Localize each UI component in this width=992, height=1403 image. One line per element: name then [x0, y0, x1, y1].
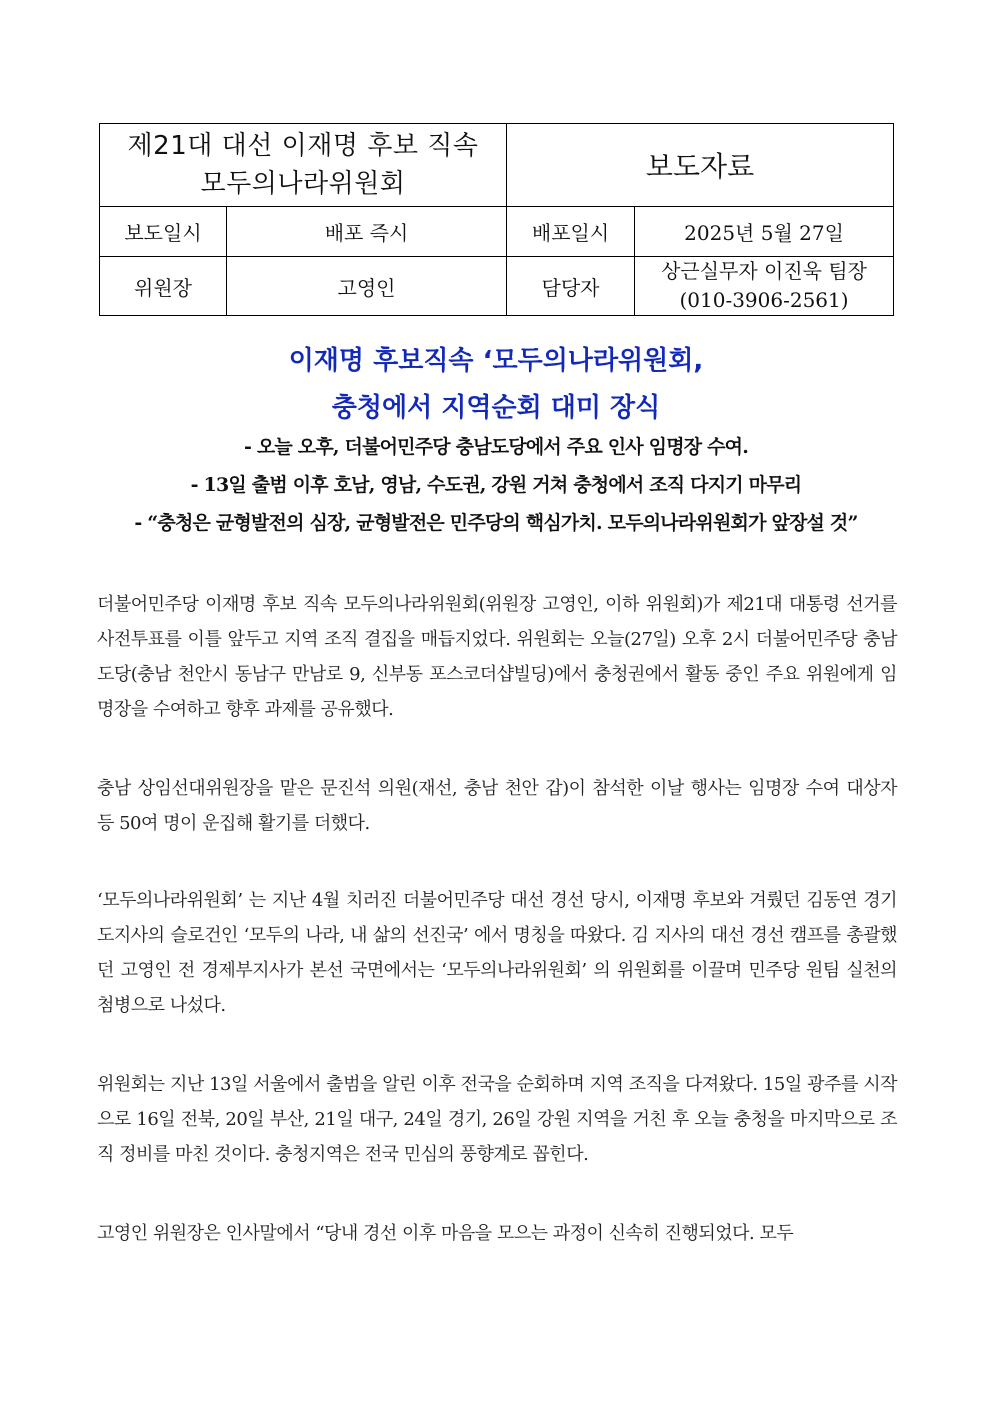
org-name-line2: 모두의나라위원회: [200, 169, 406, 199]
contact-person-label: 담당자: [507, 257, 635, 316]
release-time-label: 보도일시: [100, 207, 227, 257]
distribution-date-label: 배포일시: [507, 207, 635, 257]
release-time-value: 배포 즉시: [227, 207, 507, 257]
contact-person-value: [635, 257, 894, 316]
distribution-date-value: 2025년 5월 27일: [635, 207, 894, 257]
body-paragraph-2: 충남 상임선대위원장을 맡은 문진석 의원(재선, 충남 천안 갑)이 참석한 이날 행사는 임명장 수여 대상자 등 50여 명이 운집해 활기를 더했다.: [97, 778, 897, 834]
press-release-title: 보도자료: [507, 124, 894, 207]
contact-phone: (010-3906-2561): [679, 288, 849, 312]
subheading-2: - 13일 출범 이후 호남, 영남, 수도권, 강원 거쳐 충청에서 조직 다지기 마무리: [190, 474, 802, 496]
org-name-cell: [100, 124, 507, 207]
subheading-1: - 오늘 오후, 더불어민주당 충남도당에서 주요 인사 임명장 수여.: [243, 436, 749, 458]
headline-line2: 충청에서 지역순회 대미 장식: [331, 393, 661, 423]
chairperson-label: 위원장: [100, 257, 227, 316]
contact-name: 상근실무자 이진욱 팀장: [661, 259, 867, 283]
body-paragraph-1: 더불어민주당 이재명 후보 직속 모두의나라위원회(위원장 고영인, 이하 위원회)가 제21대 대통령 선거를 사전투표를 이틀 앞두고 지역 조직 결집을 매듭지었다. 위원회는 오늘(27일) 오후 2시 더불어민주당 충남도당(충남 천안시 동남구 만남로 9, 신부동 포스코더샵빌딩)에서 충청권에서 활동 중인 주요 위원에게 임명장을 수여하고 향후 과제를 공유했다.: [97, 594, 897, 720]
org-name-line1: 제21대 대선 이재명 후보 직속: [127, 131, 479, 161]
subheading-3: - “충청은 균형발전의 심장, 균형발전은 민주당의 핵심가치. 모두의나라위원회가 앞장설 것”: [134, 512, 858, 534]
body-paragraph-5: 고영인 위원장은 인사말에서 “당내 경선 이후 마음을 모으는 과정이 신속히 진행되었다. 모두: [97, 1223, 794, 1244]
body-paragraph-4: 위원회는 지난 13일 서울에서 출범을 알린 이후 전국을 순회하며 지역 조직을 다져왔다. 15일 광주를 시작으로 16일 전북, 20일 부산, 21일 대구, 24일 경기, 26일 강원 지역을 거친 후 오늘 충청을 마지막으로 조직 정비를 마친 것이다. 충청지역은 전국 민심의 풍향계로 꼽힌다.: [97, 1074, 897, 1165]
press-header-table: [99, 123, 894, 316]
headline-line1: 이재명 후보직속 ‘모두의나라위원회,: [288, 346, 704, 376]
chairperson-value: 고영인: [227, 257, 507, 316]
body-paragraph-3: ‘모두의나라위원회’ 는 지난 4월 치러진 더불어민주당 대선 경선 당시, 이재명 후보와 겨뤘던 김동연 경기도지사의 슬로건인 ‘모두의 나라, 내 삶의 선진국’ 에서 명칭을 따왔다. 김 지사의 대선 경선 캠프를 총괄했던 고영인 전 경제부지사가 본선 국면에서는 ‘모두의나라위원회’ 의 위원회를 이끌며 민주당 원팀 실천의 첨병으로 나섰다.: [97, 890, 897, 1016]
